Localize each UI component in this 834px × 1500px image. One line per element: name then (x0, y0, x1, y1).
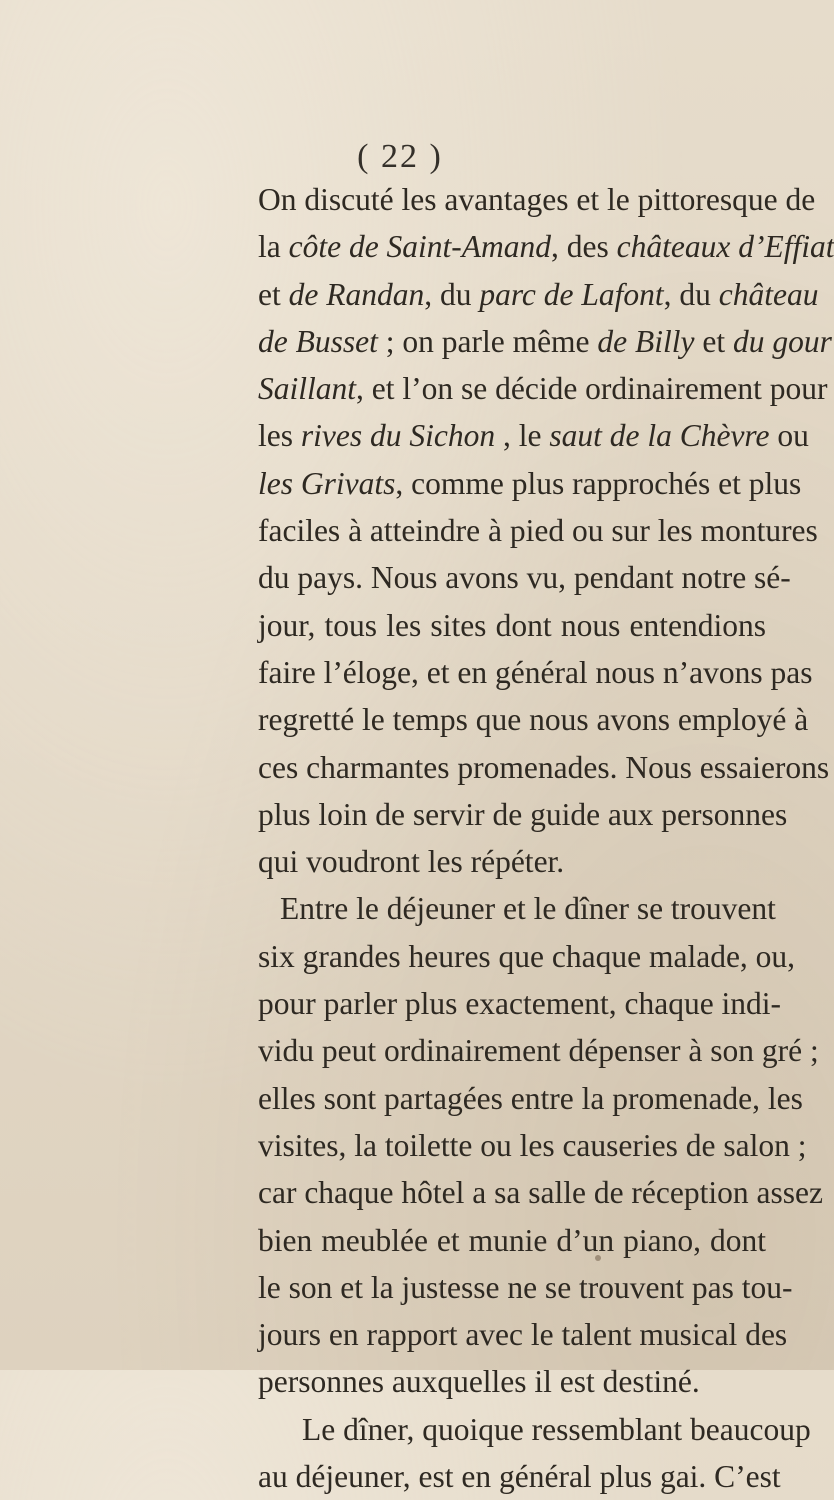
text-line (258, 744, 830, 791)
text-line (258, 1264, 793, 1311)
text-segment: la (258, 229, 289, 265)
text-segment: , des (551, 229, 617, 265)
text-segment: elles sont partagées entre la promenade, les (258, 1080, 803, 1116)
text-line (258, 1358, 766, 1405)
text-line (258, 176, 816, 223)
text-segment: vidu peut ordinairement dépenser à son gré ; (258, 1033, 819, 1069)
body-text (258, 176, 834, 1500)
text-segment: , le (495, 418, 550, 454)
text-segment: faciles à atteindre à pied ou sur les montures (258, 513, 818, 549)
text-line (258, 838, 766, 885)
text-line (258, 885, 776, 932)
text-line (258, 1311, 788, 1358)
text-segment: Le dîner, quoique ressemblant beaucoup (302, 1411, 811, 1447)
text-line (258, 602, 766, 649)
text-line (258, 791, 788, 838)
text-segment: ou (769, 418, 809, 454)
text-segment: au déjeuner, est en général plus gai. C’est (258, 1459, 781, 1495)
italic-text: châteaux d’Effiat (616, 229, 834, 265)
text-segment: et (258, 276, 289, 312)
text-segment: les (258, 418, 301, 454)
text-line (258, 271, 819, 318)
text-line (258, 318, 832, 365)
text-line (258, 649, 813, 696)
text-segment: Entre le déjeuner et le dîner se trouvent (280, 891, 776, 927)
text-segment: regretté le temps que nous avons employé à (258, 702, 809, 738)
text-line (258, 1453, 781, 1500)
italic-text: rives du Sichon (300, 418, 496, 454)
text-segment: et (694, 323, 733, 359)
text-segment: , du (424, 276, 480, 312)
paper-speck (595, 1255, 601, 1261)
text-segment: visites, la toilette ou les causeries de salon ; (258, 1127, 807, 1163)
page-number: ( 22 ) (357, 138, 443, 175)
text-segment: qui voudront les répéter. (258, 844, 565, 880)
text-segment: , et l’on se décide ordinairement pour (356, 371, 828, 407)
text-line (258, 412, 809, 459)
italic-text: parc de Lafont (479, 276, 664, 312)
text-line (258, 1027, 819, 1074)
text-segment: On discuté les avantages et le pittoresque de (258, 182, 816, 217)
text-segment: personnes auxquelles il est destiné. (258, 1364, 700, 1400)
italic-text: les Grivats (258, 465, 396, 501)
text-segment: , comme plus rapprochés et plus (395, 465, 802, 501)
text-segment: ces charmantes promenades. Nous essaierons (258, 749, 830, 785)
italic-text: de Randan (288, 276, 425, 312)
text-segment: du pays. Nous avons vu, pendant notre sé- (258, 560, 791, 596)
text-line (258, 696, 809, 743)
text-line (258, 365, 828, 412)
text-line (258, 460, 802, 507)
text-segment: , du (663, 276, 719, 312)
text-line (258, 1075, 803, 1122)
text-segment: ; on parle même (377, 323, 598, 359)
text-line (258, 1122, 807, 1169)
italic-text: Saillant (258, 371, 357, 407)
italic-text: de Busset (258, 323, 378, 359)
italic-text: saut de la Chèvre (549, 418, 770, 454)
italic-text: du gour (732, 323, 832, 359)
text-segment: le son et la justesse ne se trouvent pas tou- (258, 1269, 793, 1305)
text-line (258, 507, 818, 554)
text-segment: bien meublée et munie d’un piano, dont (258, 1222, 766, 1258)
text-segment: pour parler plus exactement, chaque indi- (258, 986, 782, 1022)
text-segment: plus loin de servir de guide aux personnes (258, 796, 788, 832)
text-segment: jours en rapport avec le talent musical des (258, 1317, 788, 1353)
text-segment: jour, tous les sites dont nous entendions (258, 607, 766, 643)
text-segment: faire l’éloge, et en général nous n’avons pas (258, 654, 813, 690)
text-line (258, 933, 796, 980)
italic-text: côte de Saint-Amand (288, 229, 552, 265)
text-line (258, 223, 834, 270)
text-line (258, 1406, 811, 1453)
text-segment: car chaque hôtel a sa salle de réception assez (258, 1175, 823, 1211)
text-line (258, 1217, 766, 1264)
text-line (258, 1169, 823, 1216)
text-line (258, 554, 791, 601)
italic-text: de Billy (597, 323, 695, 359)
text-segment: six grandes heures que chaque malade, ou, (258, 938, 796, 974)
italic-text: château (718, 276, 819, 312)
text-line (258, 980, 782, 1027)
